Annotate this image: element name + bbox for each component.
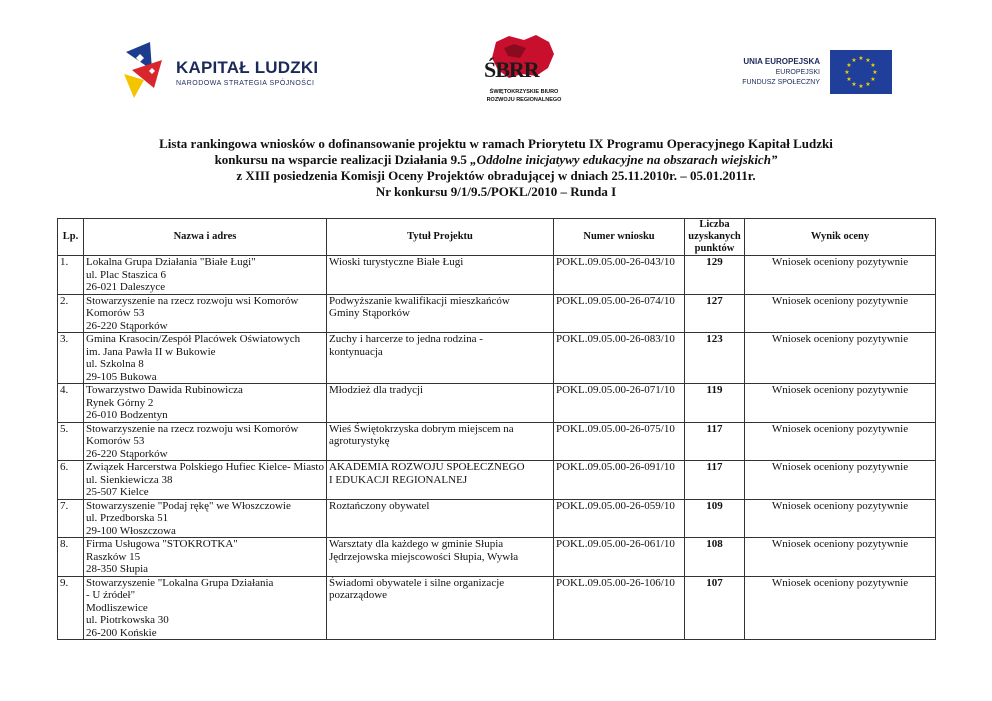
title-line-3: z XIII posiedzenia Komisji Oceny Projektów obradującej w dniach 25.11.2010r. – 05.01.2011r. — [236, 168, 756, 183]
svg-text:★: ★ — [851, 81, 857, 88]
title-line-2 — [0, 152, 992, 168]
cell-line: Młodzież dla tradycji — [329, 384, 424, 396]
header-number: Numer wniosku — [554, 219, 685, 256]
cell-application-number: POKL.09.05.00-26-083/10 — [554, 333, 685, 384]
cell-line: Wioski turystyczne Białe Ługi — [329, 256, 464, 268]
cell-name-address — [84, 422, 327, 461]
cell-project-title — [327, 256, 554, 295]
cell-line: Stowarzyszenie "Podaj rękę" we Włoszczowie — [86, 499, 291, 512]
table-row — [58, 294, 936, 333]
cell-line: Świadomi obywatele i silne organizacje — [329, 576, 505, 589]
cell-lp: 2. — [58, 294, 84, 333]
header-project: Tytuł Projektu — [327, 219, 554, 256]
cell-line: Komorów 53 — [86, 307, 145, 319]
cell-name-address — [84, 538, 327, 577]
sbrr-title: ŚBRR — [484, 57, 539, 82]
kapital-ludzki-title: KAPITAŁ LUDZKI — [176, 58, 319, 77]
cell-line: Towarzystwo Dawida Rubinowicza — [86, 384, 243, 396]
table-body — [58, 256, 936, 640]
header-points-line3: punktów — [694, 243, 735, 254]
title-line-2-prefix: konkursu na wsparcie realizacji Działania 9.5 — [214, 152, 471, 167]
cell-line: im. Jana Pawła II w Bukowie — [86, 345, 216, 358]
cell-result: Wniosek oceniony pozytywnie — [745, 499, 936, 538]
eu-flag-icon — [830, 50, 892, 94]
table-row — [58, 384, 936, 423]
kapital-ludzki-logo — [122, 40, 322, 100]
cell-line: Zuchy i harcerze to jedna rodzina - — [329, 333, 483, 345]
kapital-ludzki-subtitle: NARODOWA STRATEGIA SPÓJNOŚCI — [176, 80, 315, 87]
cell-points: 108 — [685, 538, 745, 577]
cell-line: 26-220 Stąporków — [86, 319, 168, 332]
svg-text:★: ★ — [858, 83, 864, 90]
cell-project-title — [327, 422, 554, 461]
cell-line: Podwyższanie kwalifikacji mieszkańców — [329, 294, 510, 307]
cell-result: Wniosek oceniony pozytywnie — [745, 333, 936, 384]
cell-name-address — [84, 576, 327, 640]
cell-name-address — [84, 294, 327, 333]
cell-points: 127 — [685, 294, 745, 333]
cell-points: 117 — [685, 461, 745, 500]
cell-line: kontynuacja — [329, 345, 383, 358]
svg-text:★: ★ — [846, 62, 852, 69]
svg-text:★: ★ — [858, 55, 864, 62]
cell-project-title — [327, 461, 554, 500]
cell-lp: 5. — [58, 422, 84, 461]
svg-text:★: ★ — [872, 69, 878, 76]
cell-line: Roztańczony obywatel — [329, 499, 430, 512]
cell-points: 117 — [685, 422, 745, 461]
cell-line: 26-021 Daleszyce — [86, 281, 166, 293]
cell-project-title — [327, 499, 554, 538]
table-row — [58, 461, 936, 500]
cell-result: Wniosek oceniony pozytywnie — [745, 576, 936, 640]
table-row — [58, 422, 936, 461]
cell-line: - U źródeł" — [86, 589, 136, 601]
cell-application-number: POKL.09.05.00-26-106/10 — [554, 576, 685, 640]
eu-line3: FUNDUSZ SPOŁECZNY — [742, 79, 820, 86]
cell-line: 29-100 Włoszczowa — [86, 524, 176, 537]
cell-application-number: POKL.09.05.00-26-091/10 — [554, 461, 685, 500]
cell-result: Wniosek oceniony pozytywnie — [745, 461, 936, 500]
cell-application-number: POKL.09.05.00-26-059/10 — [554, 499, 685, 538]
cell-line: Stowarzyszenie "Lokalna Grupa Działania — [86, 576, 274, 589]
cell-application-number: POKL.09.05.00-26-075/10 — [554, 422, 685, 461]
cell-line: 25-507 Kielce — [86, 486, 149, 498]
cell-line: Związek Harcerstwa Polskiego Hufiec Kielce- Miasto — [86, 461, 324, 473]
cell-line: Wieś Świętokrzyska dobrym miejscem na — [329, 422, 514, 435]
sbrr-subtitle-line1: ŚWIĘTOKRZYSKIE BIURO — [489, 89, 559, 95]
cell-line: Jędrzejowska miejscowości Słupia, Wywła — [329, 550, 519, 563]
cell-line: 26-200 Końskie — [86, 626, 157, 639]
cell-line: ul. Plac Staszica 6 — [86, 268, 167, 281]
cell-line: ul. Piotrkowska 30 — [86, 614, 169, 626]
cell-points: 129 — [685, 256, 745, 295]
cell-result: Wniosek oceniony pozytywnie — [745, 384, 936, 423]
cell-line: ul. Sienkiewicza 38 — [86, 473, 173, 486]
cell-line: Gmina Krasocin/Zespół Placówek Oświatowych — [86, 333, 301, 345]
cell-project-title — [327, 384, 554, 423]
cell-result: Wniosek oceniony pozytywnie — [745, 294, 936, 333]
cell-line: Gminy Stąporków — [329, 307, 410, 319]
header-points — [685, 219, 745, 256]
cell-name-address — [84, 256, 327, 295]
eu-line1: UNIA EUROPEJSKA — [743, 57, 820, 66]
cell-line: Stowarzyszenie na rzecz rozwoju wsi Komorów — [86, 294, 299, 307]
header-points-line2: uzyskanych — [688, 231, 741, 242]
cell-lp: 7. — [58, 499, 84, 538]
cell-lp: 3. — [58, 333, 84, 384]
cell-application-number: POKL.09.05.00-26-074/10 — [554, 294, 685, 333]
cell-points: 119 — [685, 384, 745, 423]
cell-lp: 6. — [58, 461, 84, 500]
cell-line: 26-220 Stąporków — [86, 447, 168, 460]
table-row — [58, 538, 936, 577]
document-title — [0, 136, 992, 200]
cell-line: Firma Usługowa "STOKROTKA" — [86, 538, 238, 550]
cell-result: Wniosek oceniony pozytywnie — [745, 256, 936, 295]
table-row — [58, 499, 936, 538]
cell-line: Modliszewice — [86, 601, 148, 614]
title-line-4: Nr konkursu 9/1/9.5/POKL/2010 – Runda I — [375, 184, 617, 199]
cell-project-title — [327, 538, 554, 577]
cell-line: 26-010 Bodzentyn — [86, 409, 168, 421]
cell-line: Warsztaty dla każdego w gminie Słupia — [329, 538, 504, 550]
header-logos — [0, 0, 992, 120]
cell-line: Raszków 15 — [86, 550, 141, 563]
cell-name-address — [84, 333, 327, 384]
eu-logo — [722, 42, 902, 102]
svg-text:★: ★ — [865, 81, 871, 88]
header-points-line1: Liczba — [699, 219, 730, 230]
header-lp: Lp. — [58, 219, 84, 256]
cell-lp: 8. — [58, 538, 84, 577]
svg-text:★: ★ — [851, 57, 857, 64]
svg-text:★: ★ — [865, 57, 871, 64]
sbrr-subtitle-line2: ROZWOJU REGIONALNEGO — [486, 97, 562, 103]
eu-line2: EUROPEJSKI — [775, 69, 820, 76]
cell-line: ul. Przedborska 51 — [86, 512, 169, 524]
cell-points: 109 — [685, 499, 745, 538]
table-row — [58, 576, 936, 640]
cell-line: Lokalna Grupa Działania "Białe Ługi" — [86, 256, 256, 268]
svg-text:★: ★ — [870, 76, 876, 83]
cell-points: 107 — [685, 576, 745, 640]
cell-lp: 1. — [58, 256, 84, 295]
kapital-ludzki-emblem-icon — [122, 40, 172, 100]
sbrr-logo — [474, 32, 574, 112]
header-name: Nazwa i adres — [84, 219, 327, 256]
svg-text:★: ★ — [846, 76, 852, 83]
cell-name-address — [84, 499, 327, 538]
svg-text:★: ★ — [870, 62, 876, 69]
cell-line: 28-350 Słupia — [86, 563, 149, 575]
cell-line: I EDUKACJI REGIONALNEJ — [329, 473, 468, 486]
ranking-table — [57, 218, 936, 640]
table-row — [58, 333, 936, 384]
cell-line: ul. Szkolna 8 — [86, 358, 144, 370]
cell-line: Rynek Górny 2 — [86, 396, 154, 409]
cell-lp: 4. — [58, 384, 84, 423]
header-result: Wynik oceny — [745, 219, 936, 256]
table-header-row — [58, 219, 936, 256]
cell-name-address — [84, 384, 327, 423]
cell-application-number: POKL.09.05.00-26-071/10 — [554, 384, 685, 423]
cell-line: pozarządowe — [329, 589, 388, 601]
cell-lp: 9. — [58, 576, 84, 640]
cell-application-number: POKL.09.05.00-26-043/10 — [554, 256, 685, 295]
cell-name-address — [84, 461, 327, 500]
cell-line: agroturystykę — [329, 435, 390, 447]
cell-result: Wniosek oceniony pozytywnie — [745, 422, 936, 461]
cell-line: Stowarzyszenie na rzecz rozwoju wsi Komorów — [86, 422, 299, 435]
cell-application-number: POKL.09.05.00-26-061/10 — [554, 538, 685, 577]
cell-points: 123 — [685, 333, 745, 384]
title-line-2-italic: „Oddolne inicjatywy edukacyjne na obszarach wiejskich” — [470, 152, 778, 167]
cell-line: 29-105 Bukowa — [86, 370, 157, 383]
cell-project-title — [327, 333, 554, 384]
table-row — [58, 256, 936, 295]
cell-project-title — [327, 294, 554, 333]
cell-line: Komorów 53 — [86, 435, 145, 447]
title-line-1: Lista rankingowa wniosków o dofinansowanie projektu w ramach Priorytetu IX Programu Operacyjnego Kapitał Ludzki — [159, 136, 833, 151]
svg-text:★: ★ — [844, 69, 850, 76]
cell-line: AKADEMIA ROZWOJU SPOŁECZNEGO — [329, 461, 525, 473]
cell-result: Wniosek oceniony pozytywnie — [745, 538, 936, 577]
cell-project-title — [327, 576, 554, 640]
